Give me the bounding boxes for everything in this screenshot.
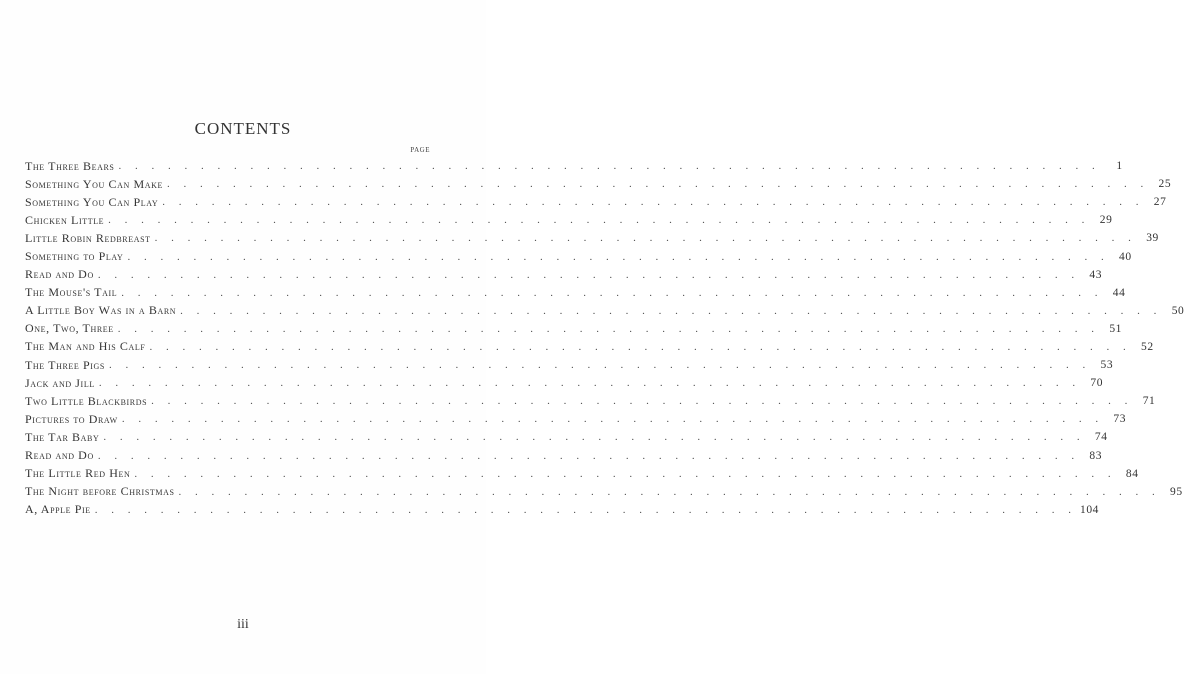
- leader-dots: . . . . . . . . . . . . . . . . . . . . . . . . . . . . . . . . . . . . . . . . . . . . . . . . . . . . . . . . . . . .: [94, 503, 1072, 516]
- toc-entry-title: The Night before Christmas: [25, 484, 179, 499]
- toc-entry-page: 83: [1089, 449, 1103, 462]
- leader-dots: . . . . . . . . . . . . . . . . . . . . . . . . . . . . . . . . . . . . . . . . . . . . . . . . . . . . . . . . . . . .: [118, 160, 1095, 173]
- toc-entry-page: 74: [1094, 431, 1108, 444]
- toc-entry-page: 40: [1118, 250, 1132, 263]
- toc-entry-title: The Little Red Hen: [25, 466, 134, 481]
- leader-dots: . . . . . . . . . . . . . . . . . . . . . . . . . . . . . . . . . . . . . . . . . . . . . . . . . . . . . . . . . . . .: [166, 178, 1144, 191]
- leader-dots: . . . . . . . . . . . . . . . . . . . . . . . . . . . . . . . . . . . . . . . . . . . . . . . . . . . . . . . . . . . .: [149, 340, 1126, 353]
- toc-entry: [25, 356, 1114, 374]
- leader-dots: . . . . . . . . . . . . . . . . . . . . . . . . . . . . . . . . . . . . . . . . . . . . . . . . . . . . . . . . . . . .: [98, 377, 1076, 390]
- toc-entry-page: 95: [1170, 485, 1183, 498]
- toc-entry-title: The Mouse's Tail: [25, 285, 121, 300]
- leader-dots: . . . . . . . . . . . . . . . . . . . . . . . . . . . . . . . . . . . . . . . . . . . . . . . . . . . . . . . . . . . .: [108, 214, 1085, 227]
- toc-entry: [25, 483, 1183, 501]
- toc-entry: [25, 247, 1132, 265]
- leader-dots: . . . . . . . . . . . . . . . . . . . . . . . . . . . . . . . . . . . . . . . . . . . . . . . . . . . . . . . . . . . .: [117, 322, 1095, 335]
- leader-dots: . . . . . . . . . . . . . . . . . . . . . . . . . . . . . . . . . . . . . . . . . . . . . . . . . . . . . . . . . . . .: [134, 467, 1111, 480]
- toc-entry-title: A Little Boy Was in a Barn: [25, 303, 180, 318]
- toc-entry-title: Chicken Little: [25, 213, 108, 228]
- toc-entry: [25, 302, 1184, 320]
- toc-entry-page: 53: [1100, 359, 1114, 372]
- page-title: CONTENTS: [194, 119, 292, 138]
- toc-entry-title: Jack and Jill: [25, 376, 99, 391]
- toc-entry: [25, 175, 1172, 193]
- toc-entry-page: 25: [1158, 178, 1172, 191]
- toc-entry-title: The Three Pigs: [25, 358, 109, 373]
- toc-entry-title: One, Two, Three: [25, 321, 118, 336]
- leader-dots: . . . . . . . . . . . . . . . . . . . . . . . . . . . . . . . . . . . . . . . . . . . . . . . . . . . . . . . . . . . .: [162, 196, 1139, 209]
- toc-entry: [25, 338, 1154, 356]
- leader-dots: . . . . . . . . . . . . . . . . . . . . . . . . . . . . . . . . . . . . . . . . . . . . . . . . . . . . . . . . . . . .: [151, 395, 1128, 408]
- toc-entry: [25, 501, 1100, 519]
- toc-entry: [25, 320, 1123, 338]
- toc-entry-title: Two Little Blackbirds: [25, 394, 151, 409]
- toc-entry-title: Pictures to Draw: [25, 412, 122, 427]
- toc-entry-title: Little Robin Redbreast: [25, 231, 155, 246]
- toc-entry: [25, 447, 1103, 465]
- toc-entry-page: 71: [1142, 395, 1156, 408]
- toc-entry-page: 50: [1171, 304, 1184, 317]
- toc-entry: [25, 428, 1108, 446]
- toc-entry-title: Something You Can Play: [25, 195, 162, 210]
- toc-entry-page: 1: [1116, 160, 1123, 173]
- leader-dots: . . . . . . . . . . . . . . . . . . . . . . . . . . . . . . . . . . . . . . . . . . . . . . . . . . . . . . . . . . . .: [127, 250, 1104, 263]
- toc-entry-title: Something to Play: [25, 249, 127, 264]
- toc-entry-page: 43: [1089, 268, 1103, 281]
- toc-entry-page: 29: [1099, 214, 1113, 227]
- page-number: iii: [237, 617, 249, 632]
- toc-entry: [25, 465, 1139, 483]
- leader-dots: . . . . . . . . . . . . . . . . . . . . . . . . . . . . . . . . . . . . . . . . . . . . . . . . . . . . . . . . . . . .: [97, 268, 1075, 281]
- toc-entry-page: 104: [1079, 503, 1100, 516]
- table-of-contents: [25, 157, 1184, 519]
- leader-dots: . . . . . . . . . . . . . . . . . . . . . . . . . . . . . . . . . . . . . . . . . . . . . . . . . . . . . . . . . . . .: [154, 232, 1131, 245]
- leader-dots: . . . . . . . . . . . . . . . . . . . . . . . . . . . . . . . . . . . . . . . . . . . . . . . . . . . . . . . . . . . .: [103, 431, 1080, 444]
- leader-dots: . . . . . . . . . . . . . . . . . . . . . . . . . . . . . . . . . . . . . . . . . . . . . . . . . . . . . . . . . . . .: [121, 286, 1098, 299]
- leader-dots: . . . . . . . . . . . . . . . . . . . . . . . . . . . . . . . . . . . . . . . . . . . . . . . . . . . . . . . . . . . .: [121, 413, 1099, 426]
- toc-entry: [25, 266, 1103, 284]
- toc-entry-page: 73: [1113, 413, 1127, 426]
- toc-entry-page: 27: [1153, 196, 1167, 209]
- leader-dots: . . . . . . . . . . . . . . . . . . . . . . . . . . . . . . . . . . . . . . . . . . . . . . . . . . . . . . . . . . . .: [180, 304, 1157, 317]
- toc-entry: [25, 374, 1104, 392]
- page-column-header: PAGE: [410, 146, 430, 154]
- toc-entry-title: A, Apple Pie: [25, 502, 95, 517]
- leader-dots: . . . . . . . . . . . . . . . . . . . . . . . . . . . . . . . . . . . . . . . . . . . . . . . . . . . . . . . . . . . .: [97, 449, 1075, 462]
- toc-entry: [25, 229, 1159, 247]
- toc-entry-title: Something You Can Make: [25, 177, 167, 192]
- toc-entry: [25, 392, 1156, 410]
- toc-entry-title: The Man and His Calf: [25, 339, 149, 354]
- leader-dots: . . . . . . . . . . . . . . . . . . . . . . . . . . . . . . . . . . . . . . . . . . . . . . . . . . . . . . . . . . . .: [178, 485, 1155, 498]
- toc-entry: [25, 410, 1127, 428]
- toc-entry-title: Read and Do: [25, 448, 98, 463]
- toc-entry-page: 52: [1141, 340, 1154, 353]
- toc-entry-page: 84: [1125, 467, 1139, 480]
- toc-entry-page: 44: [1112, 286, 1126, 299]
- toc-entry: [25, 157, 1123, 175]
- toc-entry-page: 39: [1146, 232, 1159, 245]
- toc-entry-title: Read and Do: [25, 267, 98, 282]
- toc-entry-page: 70: [1090, 377, 1104, 390]
- toc-entry-title: The Three Bears: [25, 159, 118, 174]
- toc-entry-title: The Tar Baby: [25, 430, 103, 445]
- toc-entry: [25, 193, 1167, 211]
- toc-entry: [25, 211, 1113, 229]
- leader-dots: . . . . . . . . . . . . . . . . . . . . . . . . . . . . . . . . . . . . . . . . . . . . . . . . . . . . . . . . . . . .: [108, 359, 1086, 372]
- toc-entry: [25, 284, 1126, 302]
- toc-entry-page: 51: [1109, 322, 1123, 335]
